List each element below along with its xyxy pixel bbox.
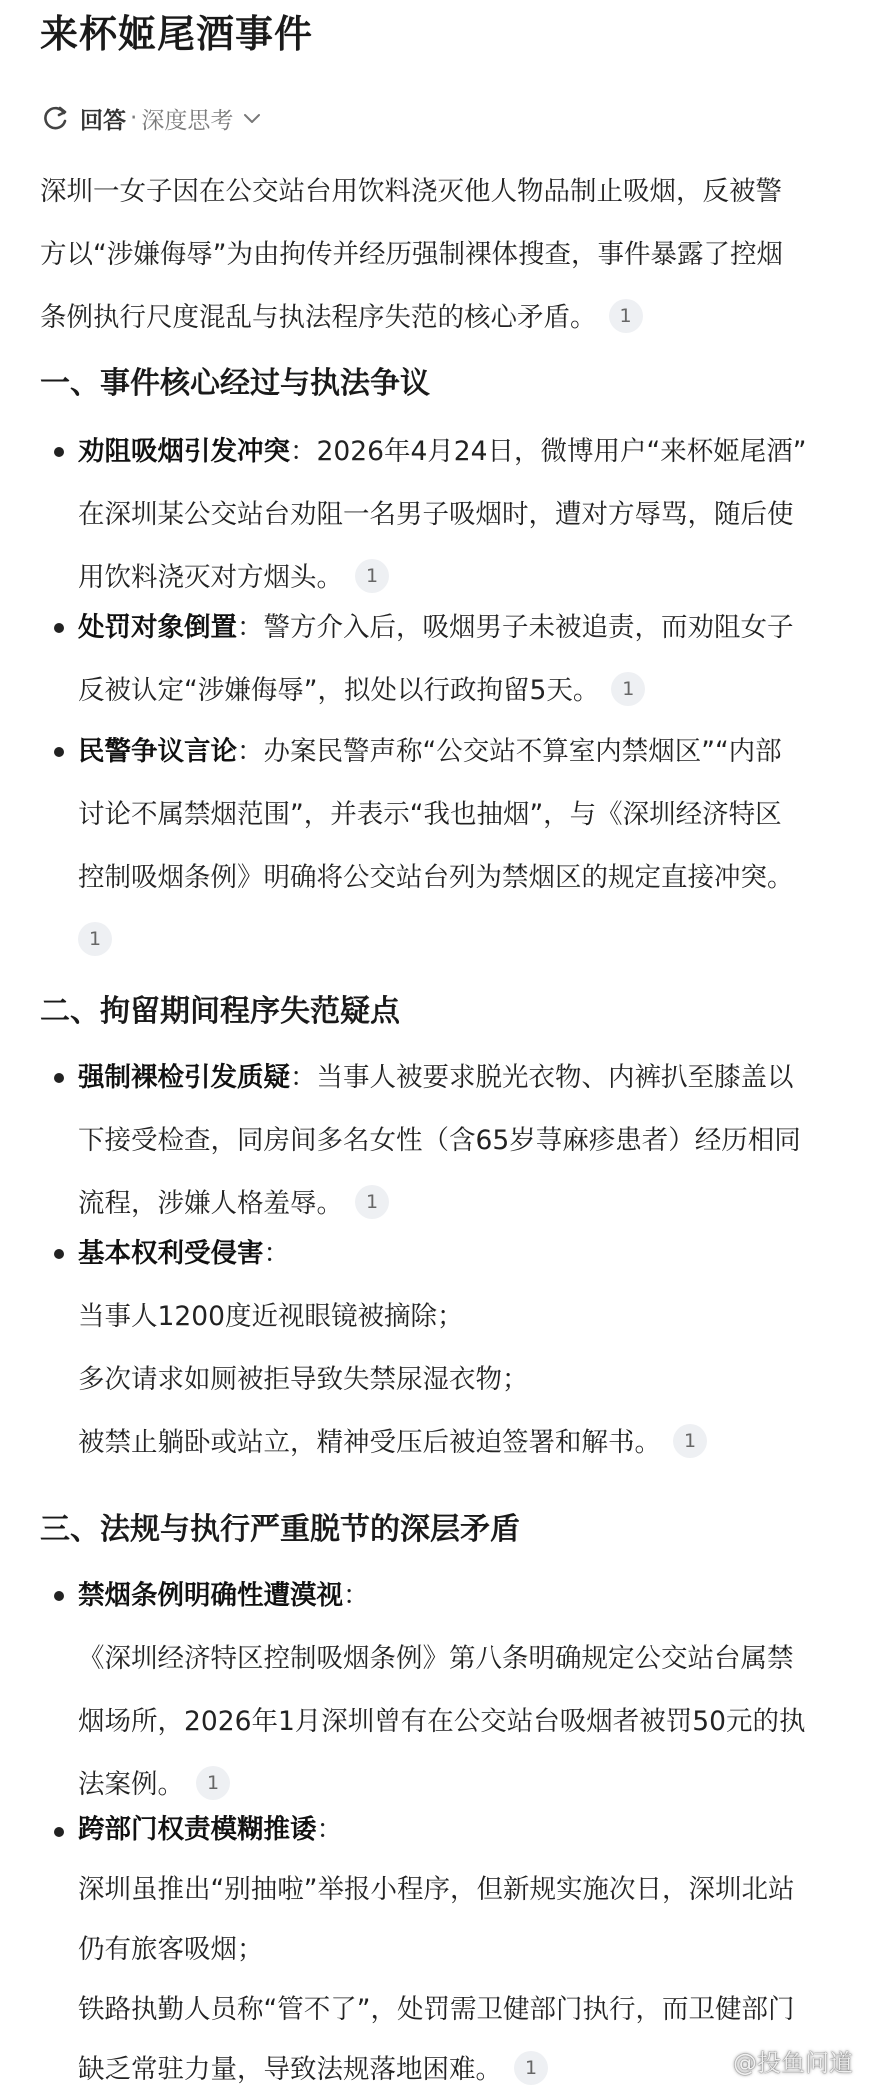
intro-line: 深圳一女子因在公交站台用饮料浇灭他人物品制止吸烟，反被警: [40, 176, 782, 207]
intro-line: 条例执行尺度混乱与执法程序失范的核心矛盾。 1: [40, 286, 840, 349]
bullet-dot: [54, 747, 64, 757]
citation-badge[interactable]: 1: [196, 1766, 230, 1800]
bullet-dot: [54, 1073, 64, 1083]
bullet-title: 劝阻吸烟引发冲突: [78, 436, 290, 467]
weibo-watermark: [697, 2043, 853, 2078]
answer-label: 回答: [80, 107, 126, 134]
bullet-title: 基本权利受侵害: [78, 1238, 264, 1269]
citation-badge[interactable]: 1: [609, 299, 643, 333]
bullet-dot: [54, 623, 64, 633]
citation-badge[interactable]: 1: [611, 672, 645, 706]
section-heading-3: 三、法规与执行严重脱节的深层矛盾: [40, 1512, 520, 1547]
citation-badge[interactable]: 1: [78, 922, 112, 956]
chevron-down-icon: [241, 107, 263, 129]
intro-paragraph: [40, 160, 840, 349]
bullet-title: 民警争议言论: [78, 736, 237, 767]
section-heading-2: 二、拘留期间程序失范疑点: [40, 994, 400, 1029]
citation-badge[interactable]: 1: [514, 2051, 548, 2085]
refresh-icon: [40, 103, 70, 133]
bullet-title: 禁烟条例明确性遭漠视: [78, 1580, 343, 1611]
deep-think-mode: 深度思考: [141, 107, 234, 134]
page-title: 来杯姬尾酒事件: [40, 12, 314, 56]
intro-line: 方以“涉嫌侮辱”为由拘传并经历强制裸体搜查，事件暴露了控烟: [40, 239, 783, 270]
bullet-dot: [54, 447, 64, 457]
bullet-title: 跨部门权责模糊推诿: [78, 1814, 317, 1845]
bullet-dot: [54, 1591, 64, 1601]
bullet-title: 处罚对象倒置: [78, 612, 237, 643]
answer-mode-toggle[interactable]: [40, 100, 263, 136]
citation-badge[interactable]: 1: [355, 1185, 389, 1219]
section-heading-1: 一、事件核心经过与执法争议: [40, 366, 430, 401]
answer-separator: ·: [130, 105, 138, 131]
bullet-title: 强制裸检引发质疑: [78, 1062, 290, 1093]
weibo-logo-icon: [697, 2048, 727, 2074]
watermark-text: @投鱼问道: [733, 2049, 853, 2077]
bullet-dot: [54, 1827, 64, 1837]
citation-badge[interactable]: 1: [673, 1424, 707, 1458]
citation-badge[interactable]: 1: [355, 559, 389, 593]
bullet-dot: [54, 1249, 64, 1259]
